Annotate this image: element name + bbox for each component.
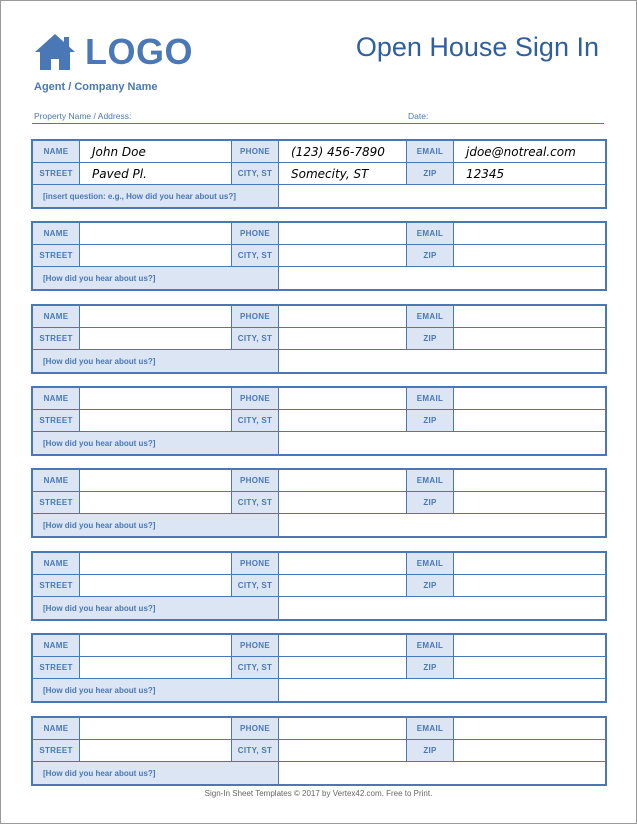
- survey-answer-field[interactable]: [279, 185, 605, 207]
- field-label-city: CITY, ST: [232, 245, 279, 266]
- city-field[interactable]: [279, 740, 407, 761]
- city-field[interactable]: [279, 492, 407, 513]
- field-label-zip: ZIP: [407, 245, 454, 266]
- field-label-zip: ZIP: [407, 328, 454, 349]
- field-label-phone: PHONE: [232, 223, 279, 244]
- zip-field[interactable]: [454, 328, 605, 349]
- phone-field[interactable]: [279, 388, 407, 409]
- field-label-name: NAME: [33, 306, 80, 327]
- field-label-phone: PHONE: [232, 306, 279, 327]
- name-field[interactable]: [80, 553, 232, 574]
- field-label-name: NAME: [33, 141, 80, 162]
- survey-answer-field[interactable]: [279, 679, 605, 701]
- field-label-phone: PHONE: [232, 141, 279, 162]
- zip-field[interactable]: [454, 410, 605, 431]
- field-label-phone: PHONE: [232, 553, 279, 574]
- street-field[interactable]: [80, 492, 232, 513]
- field-label-street: STREET: [33, 740, 80, 761]
- survey-answer-field[interactable]: [279, 267, 605, 289]
- email-field[interactable]: [454, 470, 605, 491]
- field-label-phone: PHONE: [232, 718, 279, 739]
- property-label: Property Name / Address:: [34, 111, 132, 121]
- field-label-city: CITY, ST: [232, 410, 279, 431]
- city-field[interactable]: [279, 575, 407, 596]
- city-field[interactable]: [279, 245, 407, 266]
- field-label-email: EMAIL: [407, 223, 454, 244]
- property-line: [32, 110, 604, 124]
- field-label-city: CITY, ST: [232, 657, 279, 678]
- survey-question: [insert question: e.g., How did you hear about us?]: [33, 185, 279, 207]
- survey-question: [How did you hear about us?]: [33, 597, 279, 619]
- street-field[interactable]: [80, 740, 232, 761]
- field-label-phone: PHONE: [232, 388, 279, 409]
- field-label-name: NAME: [33, 223, 80, 244]
- name-field[interactable]: [80, 388, 232, 409]
- sign-in-entry: [31, 468, 607, 538]
- name-field[interactable]: [80, 306, 232, 327]
- email-field[interactable]: [454, 635, 605, 656]
- phone-field[interactable]: [279, 223, 407, 244]
- email-field[interactable]: [454, 388, 605, 409]
- sign-in-entry: [31, 633, 607, 703]
- date-label: Date:: [408, 111, 429, 121]
- email-field[interactable]: [454, 553, 605, 574]
- name-field[interactable]: [80, 223, 232, 244]
- zip-field[interactable]: [454, 575, 605, 596]
- phone-field[interactable]: [279, 718, 407, 739]
- field-label-phone: PHONE: [232, 470, 279, 491]
- field-label-street: STREET: [33, 575, 80, 596]
- zip-field[interactable]: [454, 657, 605, 678]
- entry-row: [33, 740, 605, 762]
- field-label-street: STREET: [33, 245, 80, 266]
- entry-row: [33, 679, 605, 701]
- entry-row: [33, 553, 605, 575]
- zip-field[interactable]: 12345: [454, 163, 605, 184]
- footer: Sign-In Sheet Templates © 2017 by Vertex42.com. Free to Print.: [204, 789, 433, 798]
- name-field[interactable]: John Doe: [80, 141, 232, 162]
- name-field[interactable]: [80, 635, 232, 656]
- logo: [33, 30, 193, 74]
- entry-row: [33, 635, 605, 657]
- phone-field[interactable]: (123) 456-7890: [279, 141, 407, 162]
- logo-text: LOGO: [85, 31, 193, 72]
- entry-row: [33, 163, 605, 185]
- field-label-street: STREET: [33, 492, 80, 513]
- field-label-name: NAME: [33, 635, 80, 656]
- field-label-zip: ZIP: [407, 410, 454, 431]
- entry-row: [33, 492, 605, 514]
- entry-row: [33, 514, 605, 536]
- field-label-email: EMAIL: [407, 718, 454, 739]
- field-label-name: NAME: [33, 388, 80, 409]
- name-field[interactable]: [80, 718, 232, 739]
- street-field[interactable]: [80, 575, 232, 596]
- field-label-phone: PHONE: [232, 635, 279, 656]
- field-label-email: EMAIL: [407, 553, 454, 574]
- street-field[interactable]: [80, 657, 232, 678]
- email-field[interactable]: jdoe@notreal.com: [454, 141, 605, 162]
- street-field[interactable]: [80, 245, 232, 266]
- entry-row: [33, 223, 605, 245]
- entry-row: [33, 350, 605, 372]
- entry-row: [33, 328, 605, 350]
- field-label-name: NAME: [33, 470, 80, 491]
- survey-question: [How did you hear about us?]: [33, 267, 279, 289]
- field-label-zip: ZIP: [407, 163, 454, 184]
- entry-row: [33, 410, 605, 432]
- email-field[interactable]: [454, 223, 605, 244]
- phone-field[interactable]: [279, 470, 407, 491]
- field-label-email: EMAIL: [407, 141, 454, 162]
- city-field[interactable]: [279, 328, 407, 349]
- phone-field[interactable]: [279, 635, 407, 656]
- field-label-street: STREET: [33, 657, 80, 678]
- field-label-city: CITY, ST: [232, 575, 279, 596]
- field-label-name: NAME: [33, 718, 80, 739]
- sign-in-entry: [31, 139, 607, 209]
- house-icon: [33, 32, 77, 72]
- email-field[interactable]: [454, 306, 605, 327]
- city-field[interactable]: [279, 657, 407, 678]
- name-field[interactable]: [80, 470, 232, 491]
- sign-in-entry: [31, 716, 607, 786]
- field-label-email: EMAIL: [407, 388, 454, 409]
- field-label-email: EMAIL: [407, 306, 454, 327]
- entry-row: [33, 141, 605, 163]
- street-field[interactable]: [80, 328, 232, 349]
- survey-question: [How did you hear about us?]: [33, 350, 279, 372]
- entry-row: [33, 432, 605, 454]
- city-field[interactable]: Somecity, ST: [279, 163, 407, 184]
- field-label-zip: ZIP: [407, 657, 454, 678]
- street-field[interactable]: [80, 410, 232, 431]
- field-label-city: CITY, ST: [232, 163, 279, 184]
- survey-question: [How did you hear about us?]: [33, 762, 279, 784]
- sign-in-entry: [31, 386, 607, 456]
- sign-in-entry: [31, 221, 607, 291]
- sign-in-entry: [31, 304, 607, 374]
- entry-row: [33, 718, 605, 740]
- agent-company-name[interactable]: Agent / Company Name: [34, 81, 158, 93]
- entry-row: [33, 470, 605, 492]
- field-label-street: STREET: [33, 328, 80, 349]
- survey-answer-field[interactable]: [279, 514, 605, 536]
- entry-row: [33, 597, 605, 619]
- survey-question: [How did you hear about us?]: [33, 432, 279, 454]
- zip-field[interactable]: [454, 492, 605, 513]
- survey-answer-field[interactable]: [279, 350, 605, 372]
- field-label-city: CITY, ST: [232, 492, 279, 513]
- field-label-city: CITY, ST: [232, 328, 279, 349]
- zip-field[interactable]: [454, 740, 605, 761]
- entry-row: [33, 267, 605, 289]
- entry-row: [33, 762, 605, 784]
- survey-answer-field[interactable]: [279, 432, 605, 454]
- field-label-zip: ZIP: [407, 575, 454, 596]
- field-label-street: STREET: [33, 410, 80, 431]
- field-label-name: NAME: [33, 553, 80, 574]
- field-label-zip: ZIP: [407, 492, 454, 513]
- sign-in-entry: [31, 551, 607, 621]
- field-label-city: CITY, ST: [232, 740, 279, 761]
- survey-answer-field[interactable]: [279, 762, 605, 784]
- field-label-zip: ZIP: [407, 740, 454, 761]
- zip-field[interactable]: [454, 245, 605, 266]
- survey-question: [How did you hear about us?]: [33, 514, 279, 536]
- phone-field[interactable]: [279, 306, 407, 327]
- entry-row: [33, 185, 605, 207]
- entry-row: [33, 657, 605, 679]
- field-label-email: EMAIL: [407, 470, 454, 491]
- field-label-street: STREET: [33, 163, 80, 184]
- email-field[interactable]: [454, 718, 605, 739]
- field-label-email: EMAIL: [407, 635, 454, 656]
- city-field[interactable]: [279, 410, 407, 431]
- survey-answer-field[interactable]: [279, 597, 605, 619]
- phone-field[interactable]: [279, 553, 407, 574]
- entry-row: [33, 575, 605, 597]
- page-title: Open House Sign In: [355, 32, 599, 62]
- survey-question: [How did you hear about us?]: [33, 679, 279, 701]
- entry-row: [33, 245, 605, 267]
- entry-row: [33, 306, 605, 328]
- entry-row: [33, 388, 605, 410]
- street-field[interactable]: Paved Pl.: [80, 163, 232, 184]
